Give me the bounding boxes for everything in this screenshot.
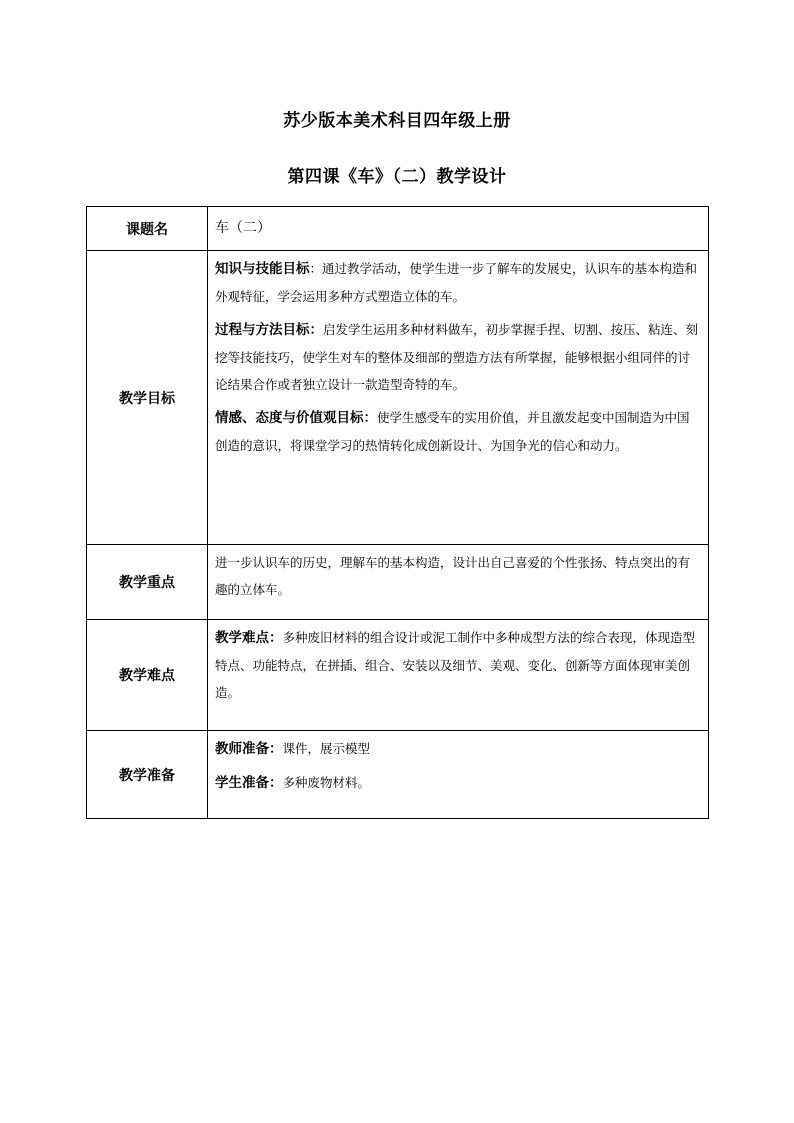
- table-row-difficulties: [87, 620, 709, 731]
- paragraph-lead: 情感、态度与价值观目标：: [215, 410, 377, 426]
- paragraph-text: 使学生感受车的实用价值，并且激发起变中国制造为中国创造的意识，将课堂学习的热情转化成创新设计、为国争光的信心和动力。: [215, 410, 690, 453]
- table-row-topic: [87, 207, 709, 251]
- table-row-preparation: [87, 731, 709, 819]
- document-title: 苏少版本美术科目四年级上册: [283, 111, 511, 131]
- paragraph-text: 课件，展示模型: [282, 741, 371, 756]
- paragraph-text: 多种废旧材料的组合设计或泥工制作中多种成型方法的综合表现，体现造型特点、功能特点，在拼插、组合、安装以及细节、美观、变化、创新等方面体现审美创造。: [215, 630, 696, 700]
- row-content: [208, 620, 709, 731]
- row-content: [208, 731, 709, 819]
- paragraph-lead: 知识与技能目标: [215, 261, 310, 277]
- row-label: 课题名: [87, 207, 208, 251]
- difficulties-paragraph: [215, 624, 701, 706]
- paragraph-text: ：通过教学活动，使学生进一步了解车的发展史，认识车的基本构造和外观特征，学会运用多种方式塑造立体的车。: [215, 261, 698, 304]
- objective-paragraph: [215, 255, 701, 310]
- paragraph-lead: 教学难点：: [215, 630, 283, 646]
- topic-text: 车（二）: [215, 220, 271, 236]
- preparation-paragraph: [215, 769, 701, 797]
- lesson-plan-table: [86, 206, 709, 819]
- table-row-objectives: [87, 251, 709, 545]
- row-label: 教学难点: [87, 620, 208, 731]
- row-label: 教学准备: [87, 731, 208, 819]
- paragraph-lead: 学生准备：: [215, 775, 283, 791]
- row-content: [208, 545, 709, 620]
- paragraph-lead: 教师准备：: [215, 741, 283, 757]
- row-content: [208, 207, 709, 251]
- document-subtitle: 第四课《车》（二）教学设计: [287, 167, 507, 187]
- table-row-key-points: [87, 545, 709, 620]
- row-label: 教学目标: [87, 251, 208, 545]
- preparation-paragraph: [215, 735, 701, 763]
- key-points-paragraph: [215, 549, 701, 603]
- row-content: [208, 251, 709, 545]
- paragraph-lead: 过程与方法目标：: [215, 322, 323, 338]
- objective-paragraph: [215, 316, 701, 398]
- paragraph-text: 进一步认识车的历史，理解车的基本构造，设计出自己喜爱的个性张扬、特点突出的有趣的立体车。: [215, 555, 691, 597]
- paragraph-text: 多种废物材料。: [282, 775, 371, 790]
- objective-paragraph: [215, 404, 701, 459]
- paragraph-text: 启发学生运用多种材料做车，初步掌握手捏、切割、按压、粘连、刻挖等技能技巧，使学生对车的整体及细部的塑造方法有所掌握，能够根据小组同伴的讨论结果合作或者独立设计一款造型奇特的车。: [215, 322, 699, 392]
- row-label: 教学重点: [87, 545, 208, 620]
